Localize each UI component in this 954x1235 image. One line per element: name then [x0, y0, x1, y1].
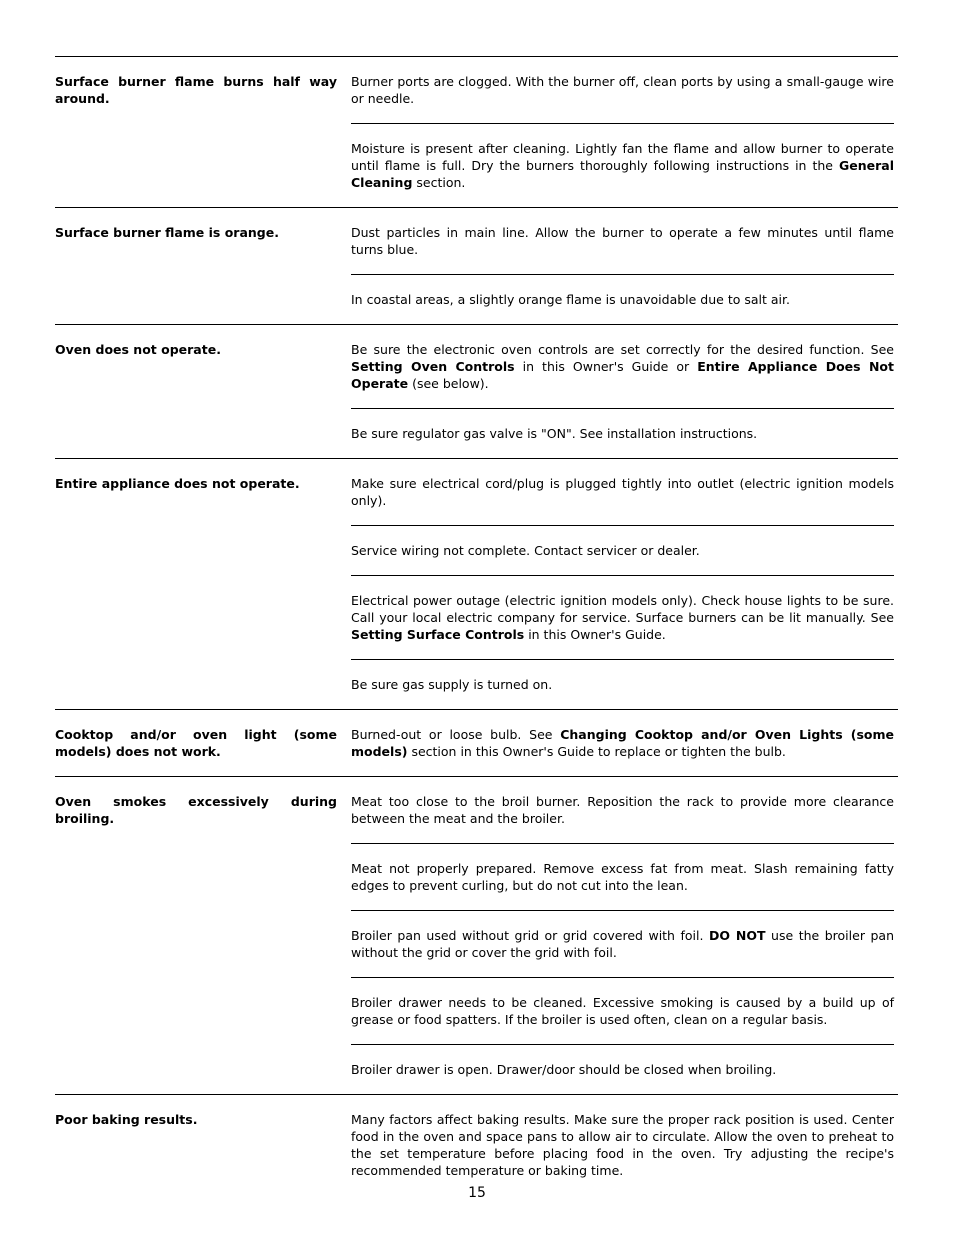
solution-text	[351, 793, 894, 844]
table-row	[55, 325, 898, 459]
solution-text	[351, 927, 894, 978]
solutions-list	[351, 224, 894, 318]
solution-text	[351, 1061, 894, 1088]
text-segment: (see below).	[408, 376, 489, 391]
solutions-list	[351, 1111, 894, 1189]
solution-text	[351, 726, 894, 770]
text-segment: Many factors affect baking results. Make sure the proper rack position is used. Center food in the oven and space pans to allow air to circulate. Allow the oven to preheat to the set temperature before placing food in the oven. Try adjusting the recipe's recommended temperature or baking time.	[351, 1112, 894, 1178]
solutions-list	[351, 475, 894, 703]
solution-text	[351, 425, 894, 452]
solutions-list	[351, 341, 894, 452]
problem-text: Oven smokes excessively during broiling.	[55, 794, 337, 826]
solutions-list	[351, 726, 894, 770]
text-segment: Service wiring not complete. Contact servicer or dealer.	[351, 543, 700, 558]
solution-text	[351, 994, 894, 1045]
problem-text: Surface burner flame is orange.	[55, 225, 279, 240]
table-row	[55, 459, 898, 710]
text-segment: Be sure the electronic oven controls are set correctly for the desired function. See	[351, 342, 894, 357]
bold-reference: Entire Appliance Does Not Operate	[351, 359, 894, 391]
text-segment: Meat not properly prepared. Remove excess fat from meat. Slash remaining fatty edges to prevent curling, but do not cut into the lean.	[351, 861, 894, 893]
table-row	[55, 1095, 898, 1195]
solution-text	[351, 860, 894, 911]
text-segment: Meat too close to the broil burner. Reposition the rack to provide more clearance between the meat and the broiler.	[351, 794, 894, 826]
bold-reference: Setting Surface Controls	[351, 627, 525, 642]
text-segment: Be sure regulator gas valve is "ON". See installation instructions.	[351, 426, 758, 441]
text-segment: Moisture is present after cleaning. Lightly fan the flame and allow burner to operate until flame is full. Dry the burners thoroughly following instructions in the	[351, 141, 894, 173]
table-row	[55, 57, 898, 208]
solution-text	[351, 291, 894, 318]
text-segment: section.	[412, 175, 466, 190]
bold-reference: Changing Cooktop and/or Oven Lights (some models)	[351, 727, 894, 759]
bold-reference: Setting Oven Controls	[351, 359, 515, 374]
solution-text	[351, 224, 894, 275]
text-segment: Broiler pan used without grid or grid covered with foil.	[351, 928, 709, 943]
problem-text: Surface burner flame burns half way around.	[55, 74, 337, 106]
solutions-list	[351, 793, 894, 1088]
text-segment: section in this Owner's Guide to replace or tighten the bulb.	[407, 744, 786, 759]
table-row	[55, 208, 898, 325]
bold-reference: General Cleaning	[351, 158, 894, 190]
problem-text: Poor baking results.	[55, 1112, 198, 1127]
text-segment: Broiler drawer needs to be cleaned. Excessive smoking is caused by a build up of grease or food spatters. If the broiler is used often, clean on a regular basis.	[351, 995, 894, 1027]
solution-text	[351, 676, 894, 703]
bold-reference: DO NOT	[709, 928, 766, 943]
text-segment: Burned-out or loose bulb. See	[351, 727, 561, 742]
problem-text: Cooktop and/or oven light (some models) does not work.	[55, 727, 337, 759]
text-segment: Burner ports are clogged. With the burner off, clean ports by using a small-gauge wire or needle.	[351, 74, 894, 106]
solution-text	[351, 542, 894, 576]
text-segment: use the broiler pan without the grid or cover the grid with foil.	[351, 928, 895, 960]
troubleshooting-table	[55, 56, 898, 1195]
page-number: 15	[468, 1185, 486, 1201]
solution-text	[351, 73, 894, 124]
text-segment: Make sure electrical cord/plug is plugged tightly into outlet (electric ignition models only).	[351, 476, 894, 508]
solutions-list	[351, 73, 894, 201]
solution-text	[351, 140, 894, 201]
table-row	[55, 710, 898, 777]
text-segment: Electrical power outage (electric ignition models only). Check house lights to be sure. Call your local electric company for service. Surface burners can be lit manually. See	[351, 593, 894, 625]
problem-text: Entire appliance does not operate.	[55, 476, 300, 491]
text-segment: Be sure gas supply is turned on.	[351, 677, 553, 692]
problem-text: Oven does not operate.	[55, 342, 221, 357]
solution-text	[351, 1111, 894, 1189]
solution-text	[351, 592, 894, 660]
text-segment: Dust particles in main line. Allow the burner to operate a few minutes until flame turns blue.	[351, 225, 894, 257]
text-segment: In coastal areas, a slightly orange flame is unavoidable due to salt air.	[351, 292, 790, 307]
text-segment: in this Owner's Guide or	[514, 359, 698, 374]
table-row	[55, 777, 898, 1095]
solution-text	[351, 341, 894, 409]
text-segment: in this Owner's Guide.	[524, 627, 666, 642]
solution-text	[351, 475, 894, 526]
text-segment: Broiler drawer is open. Drawer/door should be closed when broiling.	[351, 1062, 777, 1077]
